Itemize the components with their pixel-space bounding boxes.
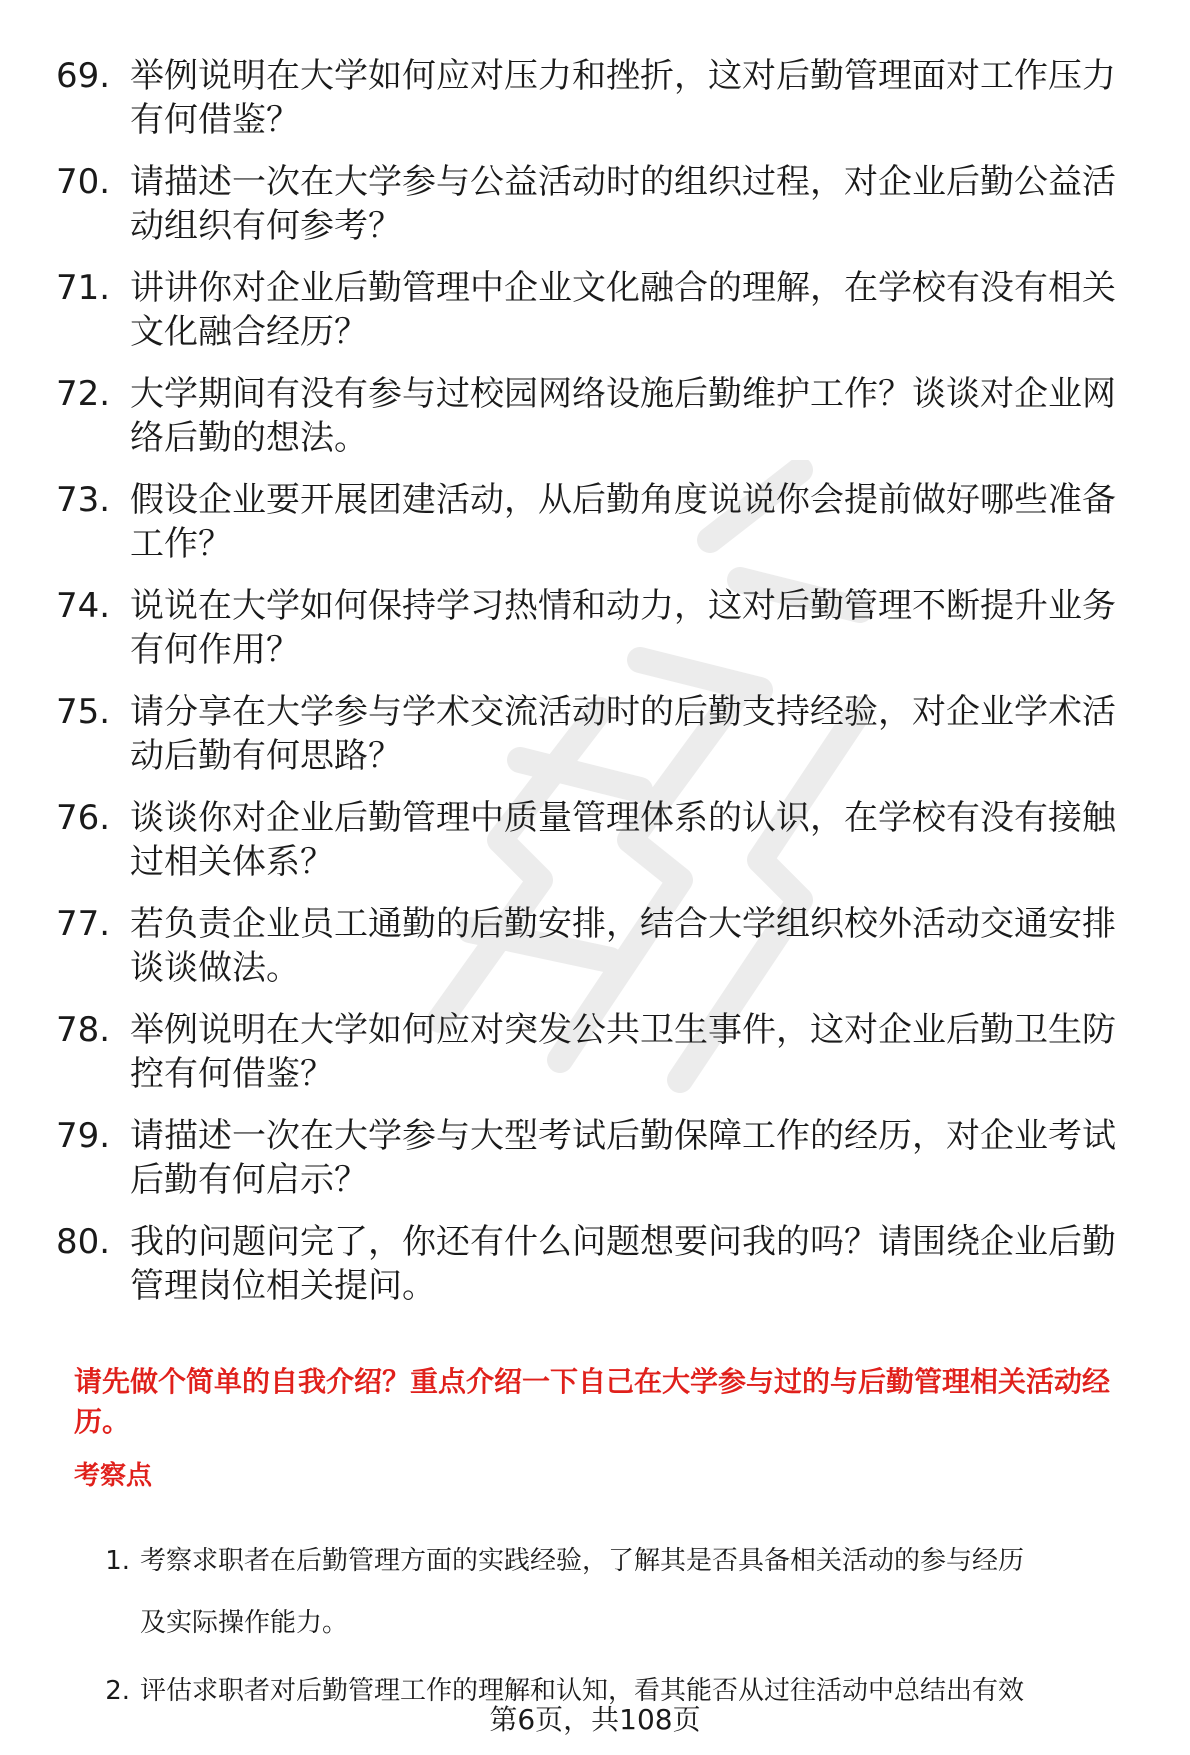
question-item (56, 1008, 1146, 1096)
question-item (56, 266, 1146, 354)
question-text: 请分享在大学参与学术交流活动时的后勤支持经验，对企业学术活动后勤有何思路？ (130, 692, 1116, 776)
question-text: 讲讲你对企业后勤管理中企业文化融合的理解，在学校有没有相关文化融合经历？ (130, 268, 1116, 352)
question-item (56, 690, 1146, 778)
question-number: 72. (56, 374, 111, 414)
question-item (56, 584, 1146, 672)
question-number: 71. (56, 268, 111, 308)
point-number: 1. (105, 1546, 130, 1576)
page-footer: 第6页，共108页 (489, 1703, 701, 1736)
question-text: 我的问题问完了，你还有什么问题想要问我的吗？请围绕企业后勤管理岗位相关提问。 (130, 1222, 1116, 1306)
question-text: 假设企业要开展团建活动，从后勤角度说说你会提前做好哪些准备工作？ (130, 480, 1116, 564)
question-item (56, 796, 1146, 884)
section-label: 考察点 (74, 1461, 153, 1491)
question-item (56, 1220, 1146, 1308)
question-number: 75. (56, 692, 111, 732)
question-number: 79. (56, 1116, 111, 1156)
assessment-point (80, 1530, 1160, 1654)
question-text: 请描述一次在大学参与公益活动时的组织过程，对企业后勤公益活动组织有何参考？ (130, 162, 1116, 246)
question-text: 举例说明在大学如何应对突发公共卫生事件，这对企业后勤卫生防控有何借鉴？ (130, 1010, 1116, 1094)
question-text: 请描述一次在大学参与大型考试后勤保障工作的经历，对企业考试后勤有何启示？ (130, 1116, 1116, 1200)
point-number: 2. (105, 1676, 130, 1706)
question-text: 大学期间有没有参与过校园网络设施后勤维护工作？谈谈对企业网络后勤的想法。 (130, 374, 1116, 458)
question-text: 谈谈你对企业后勤管理中质量管理体系的认识，在学校有没有接触过相关体系？ (130, 798, 1116, 882)
assessment-points (80, 1530, 1160, 1728)
point-line: 评估求职者对后勤管理工作的理解和认知，看其能否从过往活动中总结出有效 (140, 1676, 1025, 1706)
point-text (140, 1530, 1160, 1654)
question-number: 74. (56, 586, 111, 626)
point-line: 及实际操作能力。 (140, 1608, 349, 1638)
question-item (56, 478, 1146, 566)
point-line: 考察求职者在后勤管理方面的实践经验，了解其是否具备相关活动的参与经历 (140, 1546, 1025, 1576)
question-number: 78. (56, 1010, 111, 1050)
question-list (56, 54, 1146, 1326)
question-text: 举例说明在大学如何应对压力和挫折，这对后勤管理面对工作压力有何借鉴？ (130, 56, 1116, 140)
question-item (56, 1114, 1146, 1202)
question-number: 77. (56, 904, 111, 944)
question-number: 80. (56, 1222, 111, 1262)
question-text: 说说在大学如何保持学习热情和动力，这对后勤管理不断提升业务有何作用？ (130, 586, 1116, 670)
question-item (56, 160, 1146, 248)
question-number: 73. (56, 480, 111, 520)
question-item (56, 902, 1146, 990)
highlight-question: 请先做个简单的自我介绍？重点介绍一下自己在大学参与过的与后勤管理相关活动经历。 (74, 1365, 1111, 1438)
question-number: 70. (56, 162, 111, 202)
question-number: 76. (56, 798, 111, 838)
question-item (56, 372, 1146, 460)
question-item (56, 54, 1146, 142)
question-number: 69. (56, 56, 111, 96)
question-text: 若负责企业员工通勤的后勤安排，结合大学组织校外活动交通安排谈谈做法。 (130, 904, 1116, 988)
